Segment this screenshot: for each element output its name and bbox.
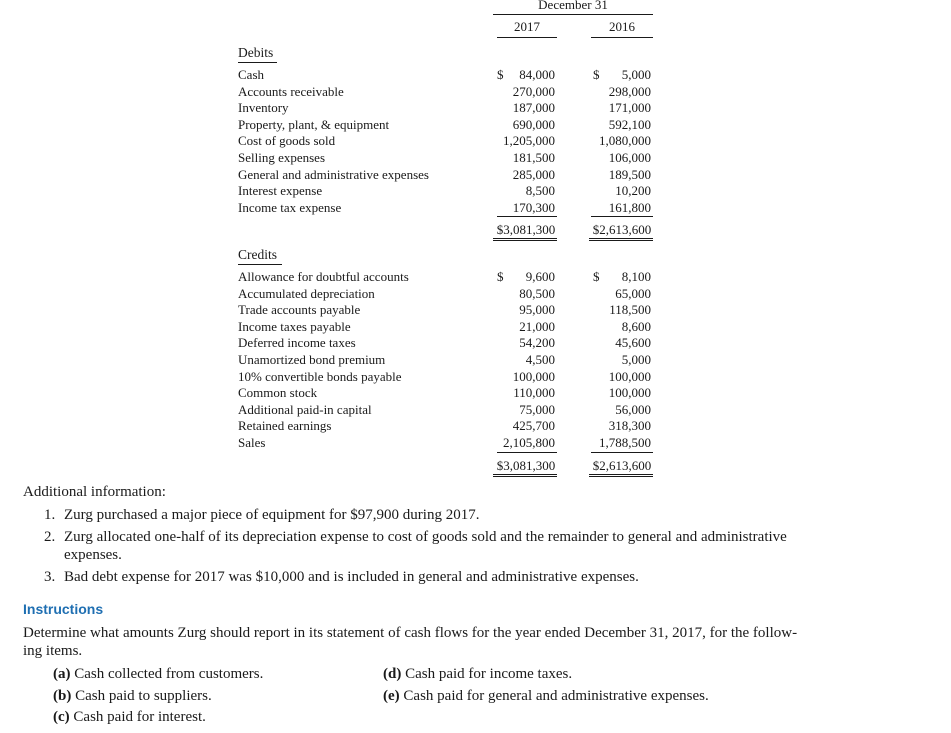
- debits-total-rule-2017b: [493, 240, 557, 241]
- row-label: Interest expense: [238, 183, 323, 199]
- instruction-item-a: [53, 666, 263, 683]
- year-2017-header: 2017: [514, 19, 540, 34]
- row-value-2016: 592,100: [608, 116, 651, 132]
- credits-dollar-2017: $: [497, 269, 504, 284]
- debits-title: Debits: [238, 45, 274, 60]
- credits-subtotal-rule-2016: [591, 452, 653, 453]
- additional-item-3-number: 3.: [44, 569, 56, 585]
- row-value-2017: 95,000: [519, 302, 555, 318]
- instructions-text: Determine what amounts Zurg should report in its statement of cash flows for the year ended December 31, 2017, for the follow-: [23, 625, 798, 641]
- row-label: Trade accounts payable: [238, 302, 361, 318]
- row-label: Deferred income taxes: [238, 335, 356, 351]
- row-value-2017: 75,000: [519, 401, 555, 417]
- instruction-item-c: [53, 709, 206, 726]
- row-value-2017: 80,500: [519, 285, 555, 301]
- row-label: Additional paid-in capital: [238, 401, 372, 417]
- row-value-2017: 9,600: [525, 269, 555, 284]
- debits-total-rule-2017a: [493, 238, 557, 239]
- row-value-2016: 100,000: [608, 368, 651, 384]
- row-label: Allowance for doubtful accounts: [238, 269, 409, 284]
- instruction-item-b: [53, 688, 212, 705]
- row-value-2016: 5,000: [621, 352, 651, 367]
- additional-item-3-text: Bad debt expense for 2017 was $10,000 and is included in general and administrative expenses.: [64, 569, 639, 585]
- row-value-2017: 21,000: [519, 318, 555, 334]
- row-value-2016: 1,080,000: [599, 133, 651, 149]
- year-2016-rule: [591, 37, 653, 38]
- row-value-2017: 690,000: [512, 116, 555, 132]
- row-value-2016: 171,000: [608, 100, 651, 116]
- row-value-2016: 56,000: [615, 401, 651, 417]
- row-value-2017: 425,700: [512, 418, 555, 434]
- period-header-rule: [493, 14, 653, 15]
- row-label: Income taxes payable: [238, 318, 351, 334]
- row-label: Selling expenses: [238, 150, 326, 165]
- row-value-2017: 270,000: [512, 83, 555, 99]
- instruction-item-a-text: Cash collected from customers.: [74, 666, 264, 682]
- debits-subtotal-rule-2017: [497, 216, 557, 217]
- row-value-2017: 110,000: [513, 385, 555, 401]
- row-value-2016: 65,000: [615, 285, 651, 301]
- debits-dollar-2017: $: [497, 67, 504, 82]
- debits-subtotal-rule-2016: [591, 216, 653, 217]
- debits-dollar-2016: $: [593, 67, 600, 82]
- row-label: Inventory: [238, 100, 289, 116]
- row-value-2017: 2,105,800: [503, 435, 555, 450]
- row-value-2016: 318,300: [608, 418, 651, 434]
- credits-total-rule-2017b: [493, 476, 557, 477]
- credits-total-rule-2016b: [589, 476, 653, 477]
- row-label: Cost of goods sold: [238, 133, 336, 149]
- row-value-2017: 100,000: [512, 368, 555, 384]
- row-label: Accounts receivable: [238, 83, 344, 99]
- instruction-item-e-letter: (e): [383, 688, 400, 704]
- row-value-2017: 1,205,000: [503, 133, 555, 149]
- row-value-2017: 181,500: [512, 150, 555, 165]
- row-value-2017: 84,000: [519, 67, 555, 82]
- instruction-item-e-text: Cash paid for general and administrative expenses.: [403, 688, 709, 704]
- row-value-2017: 285,000: [512, 166, 555, 182]
- credits-dollar-2016: $: [593, 269, 600, 284]
- credits-subtotal-rule-2017: [497, 452, 557, 453]
- debits-title-rule: [238, 62, 277, 63]
- instruction-item-c-text: Cash paid for interest.: [73, 709, 206, 725]
- instruction-item-d: [383, 666, 572, 683]
- credits-title-rule: [238, 264, 282, 265]
- instruction-item-d-text: Cash paid for income taxes.: [405, 666, 573, 682]
- row-label: Property, plant, & equipment: [238, 116, 390, 132]
- row-value-2016: 1,788,500: [599, 435, 651, 450]
- row-value-2016: 45,600: [615, 335, 651, 351]
- instruction-item-d-letter: (d): [383, 666, 402, 682]
- row-value-2016: 5,000: [621, 67, 651, 82]
- row-value-2016: 298,000: [608, 83, 651, 99]
- row-value-2016: 100,000: [608, 385, 651, 401]
- credits-total-2016: $2,613,600: [592, 458, 652, 473]
- credits-title: Credits: [238, 247, 277, 262]
- debits-total-2016: $2,613,600: [592, 222, 652, 237]
- row-label: 10% convertible bonds payable: [238, 368, 402, 384]
- row-value-2016: 161,800: [608, 199, 651, 215]
- credits-total-rule-2016a: [589, 474, 653, 475]
- row-value-2017: 8,500: [525, 183, 555, 199]
- row-label: Retained earnings: [238, 418, 332, 434]
- row-label: Accumulated depreciation: [238, 285, 375, 301]
- year-2017-rule: [497, 37, 557, 38]
- debits-total-2017: $3,081,300: [496, 222, 556, 237]
- additional-item-2-text: Zurg allocated one-half of its depreciation expense to cost of goods sold and the remainder to general and administrative: [64, 529, 787, 545]
- additional-info-heading: Additional information:: [23, 484, 166, 500]
- debits-total-rule-2016b: [589, 240, 653, 241]
- instruction-item-b-text: Cash paid to suppliers.: [75, 688, 212, 704]
- row-value-2017: 54,200: [519, 335, 555, 351]
- row-label: General and administrative expenses: [238, 166, 429, 182]
- row-label: Cash: [238, 67, 264, 82]
- row-value-2016: 8,600: [621, 318, 651, 334]
- instructions-title: Instructions: [23, 601, 104, 617]
- instruction-item-e: [383, 688, 709, 705]
- row-value-2016: 106,000: [608, 150, 651, 165]
- credits-total-2017: $3,081,300: [496, 458, 556, 473]
- row-label: Unamortized bond premium: [238, 352, 386, 367]
- additional-item-1-number: 1.: [44, 507, 56, 523]
- row-value-2017: 4,500: [525, 352, 555, 367]
- row-value-2016: 8,100: [621, 269, 651, 284]
- credits-total-rule-2017a: [493, 474, 557, 475]
- year-2016-header: 2016: [609, 19, 635, 34]
- row-value-2016: 118,500: [609, 302, 651, 318]
- additional-item-1-text: Zurg purchased a major piece of equipment for $97,900 during 2017.: [64, 507, 480, 523]
- instruction-item-a-letter: (a): [53, 666, 71, 682]
- period-header: December 31: [538, 0, 608, 12]
- row-value-2017: 187,000: [512, 100, 555, 116]
- row-value-2017: 170,300: [512, 199, 555, 215]
- debits-total-rule-2016a: [589, 238, 653, 239]
- row-label: Income tax expense: [238, 199, 342, 215]
- row-label: Sales: [238, 435, 266, 450]
- instruction-item-b-letter: (b): [53, 688, 72, 704]
- additional-item-2-text-cont: expenses.: [64, 547, 122, 563]
- additional-item-2-number: 2.: [44, 529, 56, 545]
- row-value-2016: 10,200: [615, 183, 651, 199]
- row-value-2016: 189,500: [608, 166, 651, 182]
- row-label: Common stock: [238, 385, 318, 401]
- instruction-item-c-letter: (c): [53, 709, 70, 725]
- instructions-text-cont: ing items.: [23, 643, 83, 659]
